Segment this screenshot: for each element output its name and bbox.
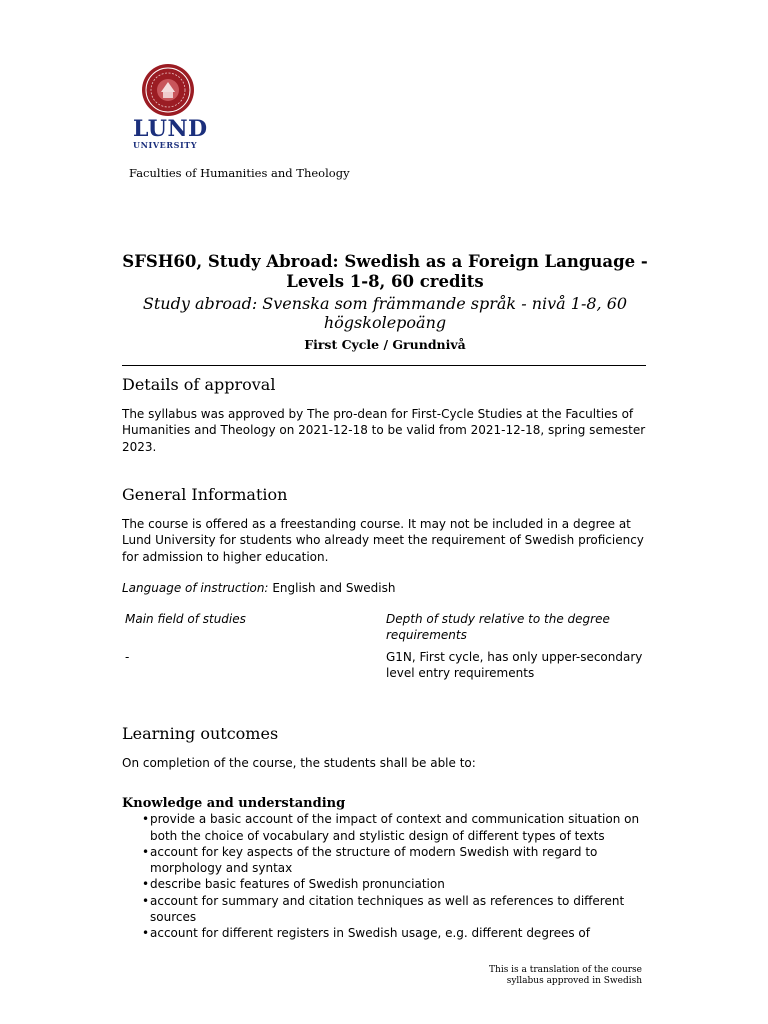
list-item: • describe basic features of Swedish pronunciation — [122, 876, 646, 892]
outcomes-heading: Learning outcomes — [122, 724, 279, 743]
list-item: • account for key aspects of the structure of modern Swedish with regard to morphology and syntax — [122, 844, 646, 877]
approval-section — [122, 375, 646, 455]
list-item: • account for summary and citation techniques as well as references to different sources — [122, 893, 646, 926]
approval-heading: Details of approval — [122, 375, 276, 394]
translation-note-line2: syllabus approved in Swedish — [506, 976, 642, 986]
language-of-instruction — [122, 580, 646, 596]
university-seal-icon — [137, 62, 199, 118]
logo-subtitle: UNIVERSITY — [133, 140, 198, 150]
list-item: • account for different registers in Swedish usage, e.g. different degrees of — [122, 925, 646, 941]
course-title: SFSH60, Study Abroad: Swedish as a Foreign Language - Levels 1-8, 60 credits — [122, 252, 648, 291]
general-heading: General Information — [122, 485, 288, 504]
general-section — [122, 485, 646, 596]
course-title-swedish: Study abroad: Svenska som främmande språk - nivå 1-8, 60 högskolepoäng — [142, 294, 628, 332]
language-value: English and Swedish — [272, 580, 396, 595]
faculty-name: Faculties of Humanities and Theology — [129, 166, 350, 180]
list-item: • provide a basic account of the impact of context and communication situation on both the choice of vocabulary and stylistic design of different types of texts — [122, 811, 646, 844]
title-block — [115, 252, 655, 352]
outcomes-section — [122, 724, 646, 942]
logo-wordmark: LUND — [133, 116, 208, 142]
divider — [122, 365, 646, 366]
university-logo — [130, 62, 210, 118]
translation-note — [489, 965, 642, 987]
table-cell-field: - — [125, 650, 130, 664]
table-cell-depth: G1N, First cycle, has only upper-secondary level entry requirements — [386, 650, 643, 681]
course-cycle: First Cycle / Grundnivå — [304, 337, 466, 352]
outcomes-intro: On completion of the course, the students shall be able to: — [122, 756, 476, 770]
language-label: Language of instruction: — [122, 580, 269, 595]
knowledge-list — [122, 811, 646, 941]
approval-text: The syllabus was approved by The pro-dean for First-Cycle Studies at the Faculties of Humanities and Theology on 2021-12-18 to be valid from 2021-12-18, spring semester 2023. — [122, 407, 646, 454]
knowledge-subheading: Knowledge and understanding — [122, 796, 346, 812]
translation-note-line1: This is a translation of the course — [489, 965, 642, 975]
table-header-depth: Depth of study relative to the degree requirements — [386, 612, 610, 643]
table-header-field: Main field of studies — [125, 612, 246, 626]
general-text: The course is offered as a freestanding course. It may not be included in a degree at Lund University for students who already meet the requirement of Swedish proficiency for admission to higher education. — [122, 517, 644, 564]
